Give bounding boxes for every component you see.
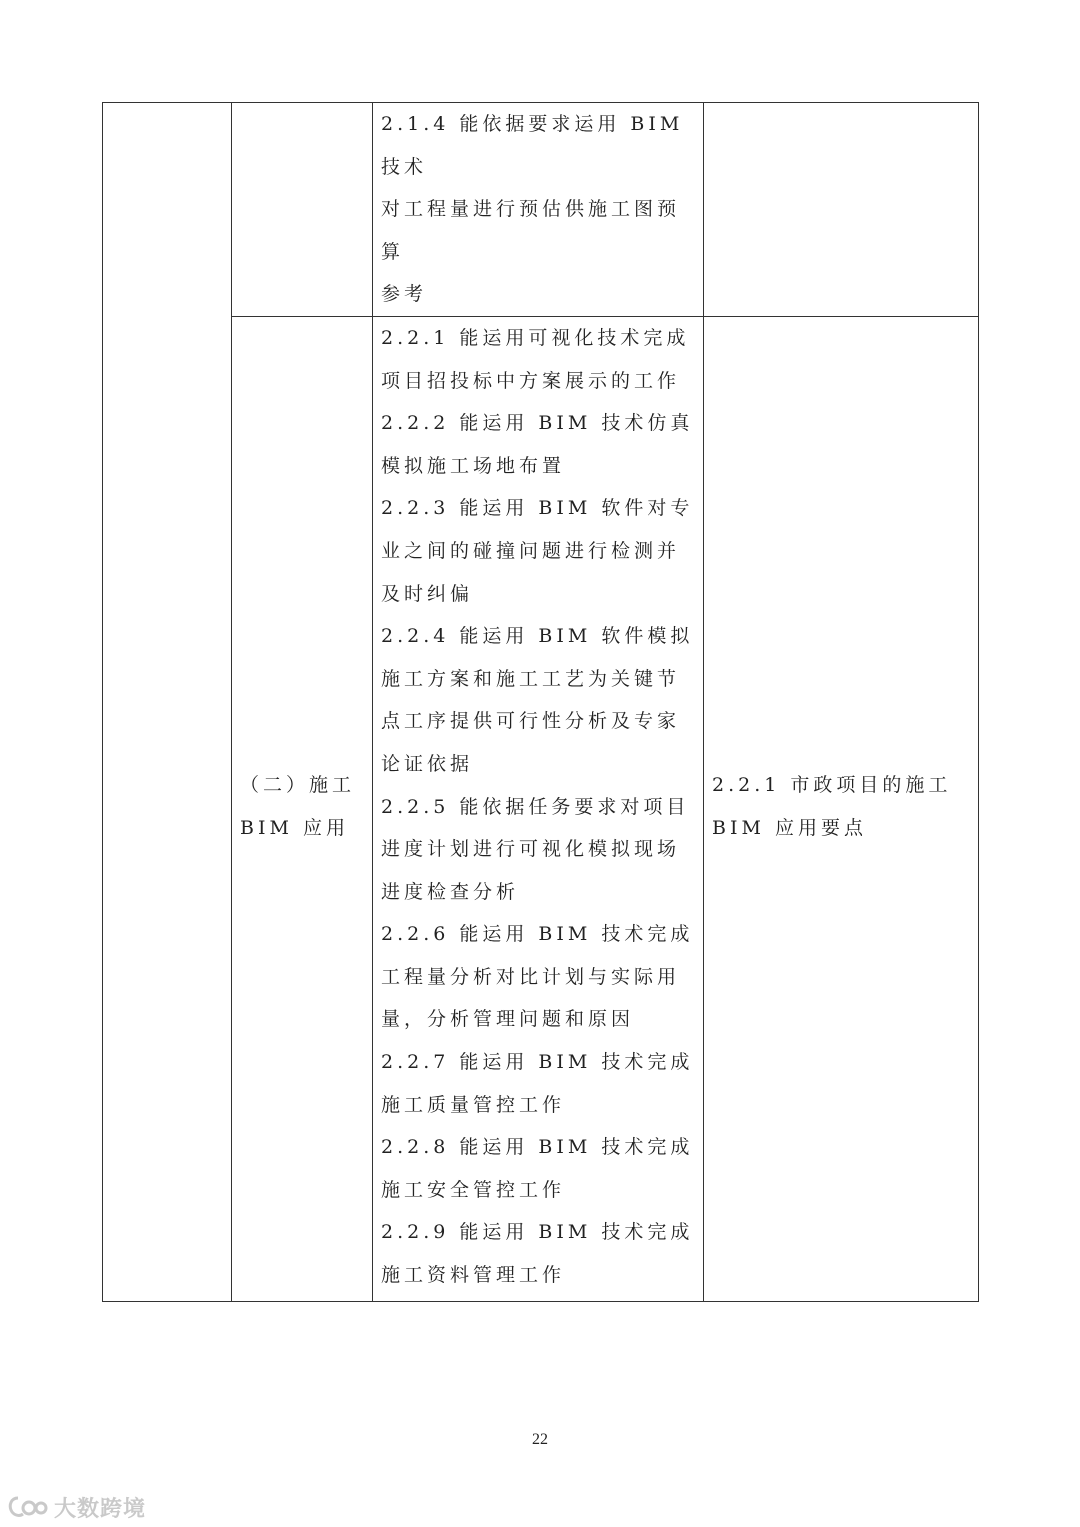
watermark <box>8 1492 146 1523</box>
skill-line: 参考 <box>381 283 428 306</box>
unit-title: （二）施工 BIM 应用 <box>240 774 356 839</box>
table-cell-skill <box>373 316 704 1301</box>
table-row <box>103 103 979 317</box>
table-cell-knowledge <box>704 103 979 317</box>
skill-line: 对工程量进行预估供施工图预算 <box>381 198 681 263</box>
skill-item: 2.2.9 能运用 BIM 技术完成施工资料管理工作 <box>381 1221 694 1287</box>
table-cell-skill <box>373 103 704 317</box>
skill-item: 2.2.3 能运用 BIM 软件对专业之间的碰撞问题进行检测并及时纠偏 <box>381 497 694 605</box>
table-row <box>103 316 979 1301</box>
skill-item: 2.2.6 能运用 BIM 技术完成工程量分析对比计划与实际用量，分析管理问题和原因 <box>381 923 694 1031</box>
skill-item: 2.2.4 能运用 BIM 软件模拟施工方案和施工工艺为关键节点工序提供可行性分析及专家论证依据 <box>381 625 694 775</box>
knowledge-item: 2.2.1 市政项目的施工 BIM 应用要点 <box>712 774 952 839</box>
skill-item: 2.2.7 能运用 BIM 技术完成施工质量管控工作 <box>381 1051 694 1116</box>
skill-line: 2.1.4 能依据要求运用 BIM 技术 <box>381 113 684 178</box>
page-number: 22 <box>532 1431 548 1448</box>
curriculum-table <box>102 102 979 1302</box>
skill-item: 2.2.8 能运用 BIM 技术完成施工安全管控工作 <box>381 1136 694 1201</box>
table-cell-unit <box>232 103 373 317</box>
watermark-text: 大数跨境 <box>54 1497 147 1522</box>
skill-item: 2.2.2 能运用 BIM 技术仿真模拟施工场地布置 <box>381 412 694 477</box>
table-cell-unit <box>232 316 373 1301</box>
table-cell-knowledge <box>704 316 979 1301</box>
skill-item: 2.2.5 能依据任务要求对项目进度计划进行可视化模拟现场进度检查分析 <box>381 795 690 903</box>
logo-icon <box>8 1496 48 1520</box>
skill-item: 2.2.1 能运用可视化技术完成项目招投标中方案展示的工作 <box>381 326 690 392</box>
table-cell-category <box>103 103 232 1302</box>
